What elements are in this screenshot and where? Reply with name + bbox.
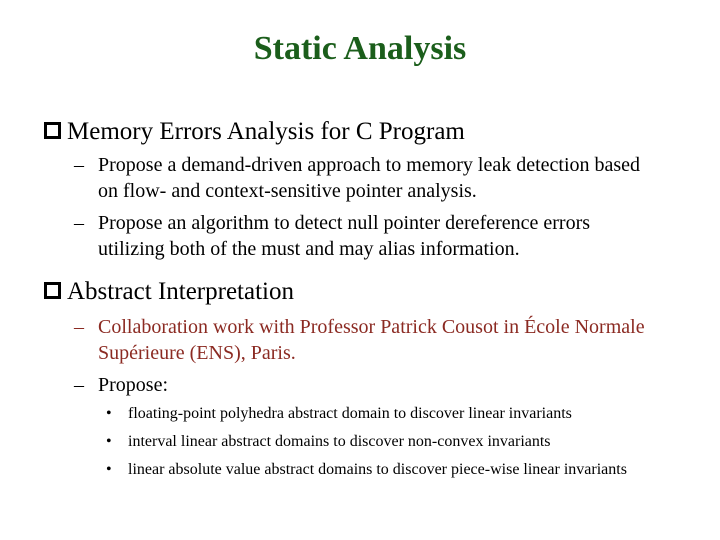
bullet-text: Propose: — [98, 374, 168, 396]
subbullet-linear-absolute — [106, 460, 666, 480]
slide-title: Static Analysis — [253, 30, 467, 67]
dash-bullet-icon: – — [74, 154, 84, 176]
section-heading-text: Abstract Interpretation — [67, 278, 294, 305]
bullet-propose — [74, 372, 654, 398]
bullet-collaboration — [74, 314, 654, 366]
hollow-square-bullet-icon — [44, 282, 61, 299]
subbullet-text: floating-point polyhedra abstract domain to discover linear invariants — [128, 405, 572, 422]
section-heading-abstract-interpretation — [44, 278, 294, 306]
subbullet-floating-point — [106, 404, 666, 424]
subbullet-interval-linear — [106, 432, 666, 452]
dot-bullet-icon: • — [106, 461, 112, 478]
section-heading-memory-errors — [44, 118, 465, 146]
subbullet-text: interval linear abstract domains to discover non-convex invariants — [128, 433, 551, 450]
bullet-text: Propose a demand-driven approach to memory leak detection based on flow- and context-sensitive pointer analysis. — [98, 154, 641, 202]
bullet-null-pointer — [74, 210, 654, 262]
dot-bullet-icon: • — [106, 405, 112, 422]
dot-bullet-icon: • — [106, 433, 112, 450]
dash-bullet-icon: – — [74, 316, 84, 338]
dash-bullet-icon: – — [74, 212, 84, 234]
bullet-text: Propose an algorithm to detect null pointer dereference errors utilizing both of the must and may alias information. — [98, 212, 591, 260]
section-heading-text: Memory Errors Analysis for C Program — [67, 118, 465, 145]
bullet-memory-leak — [74, 152, 654, 204]
hollow-square-bullet-icon — [44, 122, 61, 139]
subbullet-text: linear absolute value abstract domains to discover piece-wise linear invariants — [128, 461, 627, 478]
dash-bullet-icon: – — [74, 374, 84, 396]
bullet-text: Collaboration work with Professor Patrick Cousot in École Normale Supérieure (ENS), Paris. — [98, 316, 645, 364]
